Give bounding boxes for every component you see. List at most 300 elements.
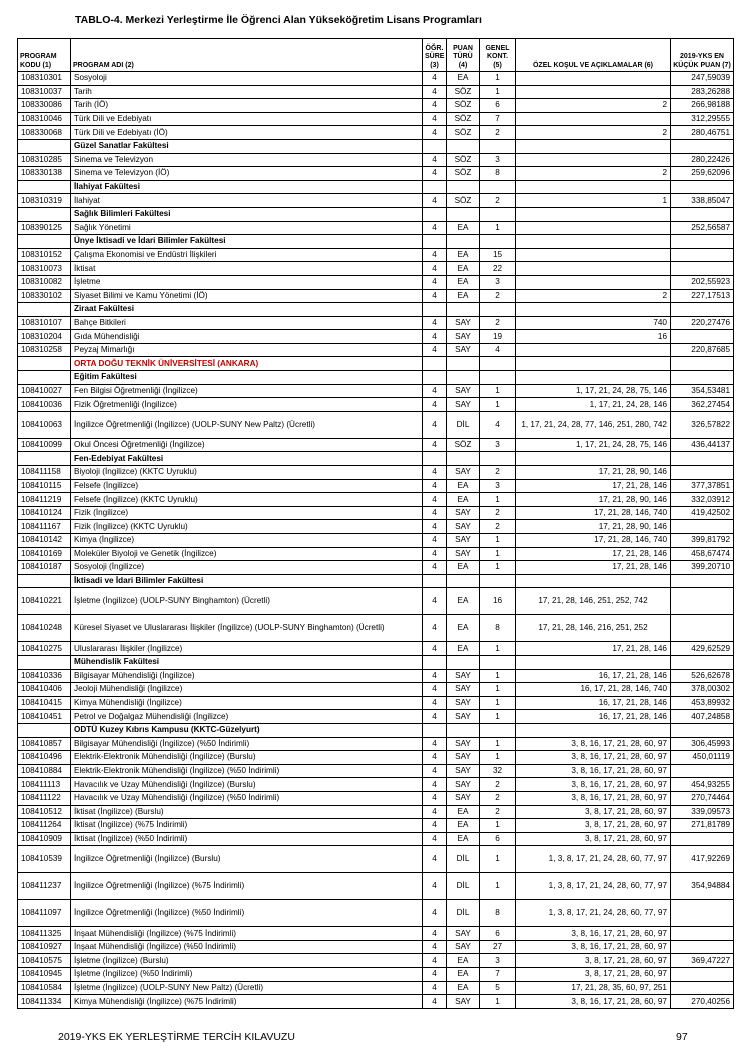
quota-cell: 1	[480, 751, 516, 765]
duration-cell: 4	[423, 832, 447, 846]
empty-cell	[447, 452, 480, 466]
table-row	[18, 669, 734, 683]
score-type-cell: EA	[447, 954, 480, 968]
table-row	[18, 275, 734, 289]
faculty-row	[18, 235, 734, 249]
faculty-name-cell: Güzel Sanatlar Fakültesi	[71, 139, 423, 153]
empty-cell	[671, 139, 734, 153]
program-code-cell: 108410415	[18, 696, 71, 710]
score-type-cell: EA	[447, 262, 480, 276]
program-code-cell: 108310073	[18, 262, 71, 276]
duration-cell: 4	[423, 466, 447, 480]
empty-cell	[671, 357, 734, 371]
duration-cell: 4	[423, 343, 447, 357]
program-name-cell: İngilizce Öğretmenliği (İngilizce) (%75 İndirimli)	[71, 873, 423, 900]
program-code-cell: 108410927	[18, 940, 71, 954]
empty-cell	[447, 235, 480, 249]
quota-cell: 1	[480, 221, 516, 235]
min-score-cell	[671, 466, 734, 480]
faculty-row	[18, 574, 734, 588]
faculty-name-cell: Mühendislik Fakültesi	[71, 655, 423, 669]
program-code-cell	[18, 207, 71, 221]
min-score-cell: 247,59039	[671, 72, 734, 86]
score-type-cell: EA	[447, 968, 480, 982]
program-code-cell: 108411237	[18, 873, 71, 900]
faculty-name-cell: Ziraat Fakültesi	[71, 303, 423, 317]
program-code-cell: 108410142	[18, 534, 71, 548]
conditions-cell: 17, 21, 28, 90, 146	[516, 520, 671, 534]
conditions-cell: 1, 3, 8, 17, 21, 24, 28, 60, 77, 97	[516, 900, 671, 927]
conditions-cell: 1, 17, 21, 24, 28, 77, 146, 251, 280, 742	[516, 411, 671, 438]
program-name-cell: İşletme	[71, 275, 423, 289]
empty-cell	[671, 371, 734, 385]
min-score-cell: 252,56587	[671, 221, 734, 235]
score-type-cell: SÖZ	[447, 167, 480, 181]
program-code-cell: 108330086	[18, 99, 71, 113]
quota-cell: 3	[480, 954, 516, 968]
score-type-cell: SAY	[447, 669, 480, 683]
min-score-cell: 429,62529	[671, 642, 734, 656]
score-type-cell: DİL	[447, 873, 480, 900]
program-name-cell: Kimya (İngilizce)	[71, 534, 423, 548]
header-quota: GENEL KONT. (5)	[480, 39, 516, 72]
conditions-cell: 3, 8, 17, 21, 28, 60, 97	[516, 832, 671, 846]
empty-cell	[480, 723, 516, 737]
table-row	[18, 85, 734, 99]
header-duration: ÖĞR. SÜRE (3)	[423, 39, 447, 72]
score-type-cell: EA	[447, 479, 480, 493]
quota-cell: 1	[480, 642, 516, 656]
table-row	[18, 493, 734, 507]
program-code-cell: 108310285	[18, 153, 71, 167]
program-code-cell: 108411167	[18, 520, 71, 534]
quota-cell: 3	[480, 275, 516, 289]
table-row	[18, 153, 734, 167]
conditions-cell	[516, 343, 671, 357]
score-type-cell: SÖZ	[447, 99, 480, 113]
duration-cell: 4	[423, 819, 447, 833]
program-name-cell: Gıda Mühendisliği	[71, 330, 423, 344]
program-code-cell	[18, 655, 71, 669]
program-name-cell: Sosyoloji	[71, 72, 423, 86]
quota-cell: 32	[480, 764, 516, 778]
score-type-cell: SAY	[447, 384, 480, 398]
min-score-cell: 283,26288	[671, 85, 734, 99]
conditions-cell: 17, 21, 28, 146	[516, 479, 671, 493]
faculty-row	[18, 655, 734, 669]
conditions-cell: 17, 21, 28, 146	[516, 547, 671, 561]
program-code-cell: 108410063	[18, 411, 71, 438]
score-type-cell: SAY	[447, 791, 480, 805]
empty-cell	[480, 452, 516, 466]
conditions-cell	[516, 85, 671, 99]
table-row	[18, 534, 734, 548]
min-score-cell	[671, 615, 734, 642]
conditions-cell: 17, 21, 28, 146	[516, 561, 671, 575]
program-name-cell: Türk Dili ve Edebiyatı	[71, 112, 423, 126]
quota-cell: 1	[480, 696, 516, 710]
faculty-name-cell: Eğitim Fakültesi	[71, 371, 423, 385]
empty-cell	[447, 574, 480, 588]
quota-cell: 8	[480, 167, 516, 181]
min-score-cell	[671, 330, 734, 344]
program-code-cell: 108410512	[18, 805, 71, 819]
table-row	[18, 112, 734, 126]
quota-cell: 1	[480, 873, 516, 900]
quota-cell: 6	[480, 832, 516, 846]
empty-cell	[447, 139, 480, 153]
quota-cell: 1	[480, 669, 516, 683]
table-row	[18, 126, 734, 140]
faculty-name-cell: İktisadi ve İdari Bilimler Fakültesi	[71, 574, 423, 588]
score-type-cell: SÖZ	[447, 194, 480, 208]
quota-cell: 2	[480, 316, 516, 330]
empty-cell	[516, 207, 671, 221]
faculty-name-cell: ODTÜ Kuzey Kıbrıs Kampusu (KKTC-Güzelyurt)	[71, 723, 423, 737]
score-type-cell: DİL	[447, 411, 480, 438]
score-type-cell: SAY	[447, 547, 480, 561]
empty-cell	[516, 180, 671, 194]
conditions-cell: 17, 21, 28, 146, 740	[516, 534, 671, 548]
program-name-cell: Fizik Öğretmenliği (İngilizce)	[71, 398, 423, 412]
min-score-cell: 266,98188	[671, 99, 734, 113]
min-score-cell: 339,09573	[671, 805, 734, 819]
program-code-cell: 108411097	[18, 900, 71, 927]
program-code-cell: 108310046	[18, 112, 71, 126]
table-body	[18, 72, 734, 1009]
score-type-cell: EA	[447, 615, 480, 642]
program-code-cell: 108410115	[18, 479, 71, 493]
conditions-cell: 3, 8, 16, 17, 21, 28, 60, 97	[516, 778, 671, 792]
table-row	[18, 805, 734, 819]
score-type-cell: SÖZ	[447, 112, 480, 126]
score-type-cell: SAY	[447, 520, 480, 534]
program-code-cell: 108310082	[18, 275, 71, 289]
table-row	[18, 289, 734, 303]
score-type-cell: SAY	[447, 316, 480, 330]
empty-cell	[516, 303, 671, 317]
quota-cell: 3	[480, 153, 516, 167]
conditions-cell: 1, 17, 21, 24, 28, 146	[516, 398, 671, 412]
header-min-score: 2019-YKS EN KÜÇÜK PUAN (7)	[671, 39, 734, 72]
program-name-cell: İlahiyat	[71, 194, 423, 208]
program-name-cell: Tarih (İÖ)	[71, 99, 423, 113]
score-type-cell: SÖZ	[447, 438, 480, 452]
conditions-cell: 1, 17, 21, 24, 28, 75, 146	[516, 438, 671, 452]
empty-cell	[480, 207, 516, 221]
program-code-cell: 108410584	[18, 981, 71, 995]
program-code-cell: 108410169	[18, 547, 71, 561]
table-row	[18, 248, 734, 262]
table-row	[18, 343, 734, 357]
duration-cell: 4	[423, 710, 447, 724]
quota-cell: 1	[480, 384, 516, 398]
program-name-cell: Felsefe (İngilizce)	[71, 479, 423, 493]
duration-cell: 4	[423, 805, 447, 819]
quota-cell: 1	[480, 683, 516, 697]
table-row	[18, 927, 734, 941]
table-row	[18, 683, 734, 697]
program-name-cell: İşletme (İngilizce) (UOLP-SUNY New Paltz) (Ücretli)	[71, 981, 423, 995]
empty-cell	[447, 655, 480, 669]
conditions-cell: 16, 17, 21, 28, 146, 740	[516, 683, 671, 697]
min-score-cell: 354,53481	[671, 384, 734, 398]
program-code-cell: 108410857	[18, 737, 71, 751]
quota-cell: 1	[480, 737, 516, 751]
duration-cell: 4	[423, 520, 447, 534]
conditions-cell	[516, 221, 671, 235]
university-name-cell: ORTA DOĞU TEKNİK ÜNİVERSİTESİ (ANKARA)	[71, 357, 423, 371]
program-name-cell: Havacılık ve Uzay Mühendisliği (İngilizce) (%50 İndirimli)	[71, 791, 423, 805]
quota-cell: 4	[480, 343, 516, 357]
program-code-cell: 108310037	[18, 85, 71, 99]
program-code-cell: 108410406	[18, 683, 71, 697]
score-type-cell: EA	[447, 72, 480, 86]
program-code-cell: 108410539	[18, 846, 71, 873]
program-code-cell: 108411325	[18, 927, 71, 941]
program-name-cell: Sağlık Yönetimi	[71, 221, 423, 235]
score-type-cell: SAY	[447, 466, 480, 480]
quota-cell: 2	[480, 778, 516, 792]
min-score-cell: 280,46751	[671, 126, 734, 140]
min-score-cell: 259,62096	[671, 167, 734, 181]
program-name-cell: Türk Dili ve Edebiyatı (İÖ)	[71, 126, 423, 140]
quota-cell: 2	[480, 805, 516, 819]
duration-cell: 4	[423, 791, 447, 805]
faculty-name-cell: Fen-Edebiyat Fakültesi	[71, 452, 423, 466]
duration-cell: 4	[423, 506, 447, 520]
empty-cell	[423, 303, 447, 317]
table-row	[18, 561, 734, 575]
table-row	[18, 710, 734, 724]
quota-cell: 4	[480, 411, 516, 438]
min-score-cell: 450,01119	[671, 751, 734, 765]
quota-cell: 1	[480, 561, 516, 575]
empty-cell	[480, 139, 516, 153]
min-score-cell: 306,45993	[671, 737, 734, 751]
min-score-cell	[671, 248, 734, 262]
conditions-cell: 16, 17, 21, 28, 146	[516, 710, 671, 724]
empty-cell	[423, 655, 447, 669]
program-name-cell: İnşaat Mühendisliği (İngilizce) (%50 İndirimli)	[71, 940, 423, 954]
conditions-cell: 3, 8, 16, 17, 21, 28, 60, 97	[516, 737, 671, 751]
duration-cell: 4	[423, 696, 447, 710]
score-type-cell: EA	[447, 819, 480, 833]
header-program-code: PROGRAM KODU (1)	[18, 39, 71, 72]
program-code-cell	[18, 303, 71, 317]
conditions-cell: 17, 21, 28, 35, 60, 97, 251	[516, 981, 671, 995]
program-code-cell: 108410275	[18, 642, 71, 656]
table-row	[18, 696, 734, 710]
table-row	[18, 954, 734, 968]
quota-cell: 1	[480, 547, 516, 561]
program-code-cell: 108411113	[18, 778, 71, 792]
quota-cell: 3	[480, 438, 516, 452]
table-row	[18, 873, 734, 900]
quota-cell: 15	[480, 248, 516, 262]
header-score-type: PUAN TÜRÜ (4)	[447, 39, 480, 72]
conditions-cell	[516, 112, 671, 126]
page-title: TABLO-4. Merkezi Yerleştirme İle Öğrenci Alan Yükseköğretim Lisans Programları	[75, 14, 482, 26]
score-type-cell: SAY	[447, 995, 480, 1009]
program-code-cell: 108410884	[18, 764, 71, 778]
program-code-cell: 108410099	[18, 438, 71, 452]
program-name-cell: Küresel Siyaset ve Uluslararası İlişkiler (İngilizce) (UOLP-SUNY Binghamton) (Ücretli)	[71, 615, 423, 642]
empty-cell	[480, 574, 516, 588]
duration-cell: 4	[423, 547, 447, 561]
program-code-cell: 108310301	[18, 72, 71, 86]
score-type-cell: SAY	[447, 764, 480, 778]
score-type-cell: EA	[447, 289, 480, 303]
min-score-cell: 362,27454	[671, 398, 734, 412]
conditions-cell: 16, 17, 21, 28, 146	[516, 696, 671, 710]
min-score-cell: 270,74464	[671, 791, 734, 805]
table-row	[18, 316, 734, 330]
program-name-cell: Bilgisayar Mühendisliği (İngilizce) (%50 İndirimli)	[71, 737, 423, 751]
table-header-row	[18, 39, 734, 72]
score-type-cell: SAY	[447, 343, 480, 357]
empty-cell	[423, 180, 447, 194]
min-score-cell	[671, 900, 734, 927]
duration-cell: 4	[423, 669, 447, 683]
conditions-cell: 3, 8, 16, 17, 21, 28, 60, 97	[516, 940, 671, 954]
program-name-cell: Moleküler Biyoloji ve Genetik (İngilizce)	[71, 547, 423, 561]
min-score-cell	[671, 764, 734, 778]
faculty-row	[18, 207, 734, 221]
duration-cell: 4	[423, 194, 447, 208]
empty-cell	[480, 303, 516, 317]
quota-cell: 1	[480, 846, 516, 873]
program-code-cell: 108411264	[18, 819, 71, 833]
empty-cell	[516, 723, 671, 737]
conditions-cell: 16, 17, 21, 28, 146	[516, 669, 671, 683]
conditions-cell: 3, 8, 17, 21, 28, 60, 97	[516, 968, 671, 982]
duration-cell: 4	[423, 737, 447, 751]
program-name-cell: Siyaset Bilimi ve Kamu Yönetimi (İÖ)	[71, 289, 423, 303]
footer-guide-title: 2019-YKS EK YERLEŞTİRME TERCİH KILAVUZU	[58, 1031, 295, 1043]
min-score-cell: 526,62678	[671, 669, 734, 683]
footer-page-number: 97	[676, 1031, 688, 1043]
program-code-cell: 108410124	[18, 506, 71, 520]
score-type-cell: SAY	[447, 940, 480, 954]
min-score-cell: 326,57822	[671, 411, 734, 438]
table-row	[18, 995, 734, 1009]
table-row	[18, 194, 734, 208]
duration-cell: 4	[423, 954, 447, 968]
empty-cell	[671, 180, 734, 194]
program-code-cell: 108310319	[18, 194, 71, 208]
min-score-cell: 354,94884	[671, 873, 734, 900]
duration-cell: 4	[423, 534, 447, 548]
program-code-cell: 108310204	[18, 330, 71, 344]
empty-cell	[423, 207, 447, 221]
quota-cell: 2	[480, 791, 516, 805]
min-score-cell: 220,87685	[671, 343, 734, 357]
conditions-cell: 3, 8, 17, 21, 28, 60, 97	[516, 954, 671, 968]
program-name-cell: İktisat (İngilizce) (Burslu)	[71, 805, 423, 819]
conditions-cell: 16	[516, 330, 671, 344]
min-score-cell: 436,44137	[671, 438, 734, 452]
duration-cell: 4	[423, 981, 447, 995]
empty-cell	[671, 235, 734, 249]
score-type-cell: EA	[447, 832, 480, 846]
duration-cell: 4	[423, 927, 447, 941]
min-score-cell: 202,55923	[671, 275, 734, 289]
min-score-cell	[671, 262, 734, 276]
empty-cell	[480, 235, 516, 249]
table-row	[18, 968, 734, 982]
quota-cell: 8	[480, 900, 516, 927]
duration-cell: 4	[423, 248, 447, 262]
header-conditions: ÖZEL KOŞUL VE AÇIKLAMALAR (6)	[516, 39, 671, 72]
duration-cell: 4	[423, 72, 447, 86]
min-score-cell: 417,92269	[671, 846, 734, 873]
program-code-cell: 108310258	[18, 343, 71, 357]
table-row	[18, 520, 734, 534]
program-code-cell	[18, 180, 71, 194]
score-type-cell: SAY	[447, 778, 480, 792]
table-row	[18, 900, 734, 927]
quota-cell: 5	[480, 981, 516, 995]
quota-cell: 3	[480, 479, 516, 493]
conditions-cell: 3, 8, 16, 17, 21, 28, 60, 97	[516, 791, 671, 805]
duration-cell: 4	[423, 262, 447, 276]
conditions-cell: 2	[516, 167, 671, 181]
program-code-cell	[18, 371, 71, 385]
score-type-cell: EA	[447, 275, 480, 289]
duration-cell: 4	[423, 99, 447, 113]
program-code-cell: 108411219	[18, 493, 71, 507]
duration-cell: 4	[423, 561, 447, 575]
conditions-cell: 17, 21, 28, 90, 146	[516, 466, 671, 480]
faculty-name-cell: Ünye İktisadi ve İdari Bilimler Fakültesi	[71, 235, 423, 249]
program-code-cell: 108410187	[18, 561, 71, 575]
program-code-cell: 108410027	[18, 384, 71, 398]
empty-cell	[423, 574, 447, 588]
score-type-cell: EA	[447, 248, 480, 262]
duration-cell: 4	[423, 751, 447, 765]
conditions-cell: 740	[516, 316, 671, 330]
min-score-cell: 458,67474	[671, 547, 734, 561]
program-name-cell: Fizik (İngilizce)	[71, 506, 423, 520]
min-score-cell: 271,81789	[671, 819, 734, 833]
program-code-cell: 108410945	[18, 968, 71, 982]
table-row	[18, 167, 734, 181]
min-score-cell: 270,40256	[671, 995, 734, 1009]
program-code-cell: 108410036	[18, 398, 71, 412]
program-code-cell: 108330138	[18, 167, 71, 181]
conditions-cell: 1, 17, 21, 24, 28, 75, 146	[516, 384, 671, 398]
table-row	[18, 981, 734, 995]
program-code-cell	[18, 139, 71, 153]
min-score-cell: 369,47227	[671, 954, 734, 968]
table-row	[18, 438, 734, 452]
conditions-cell: 17, 21, 28, 146, 216, 251, 252	[516, 615, 671, 642]
quota-cell: 8	[480, 615, 516, 642]
table-row	[18, 221, 734, 235]
program-code-cell: 108411158	[18, 466, 71, 480]
program-name-cell: Felsefe (İngilizce) (KKTC Uyruklu)	[71, 493, 423, 507]
table-row	[18, 751, 734, 765]
program-code-cell: 108330068	[18, 126, 71, 140]
conditions-cell: 3, 8, 16, 17, 21, 28, 60, 97	[516, 751, 671, 765]
duration-cell: 4	[423, 330, 447, 344]
conditions-cell: 3, 8, 17, 21, 28, 60, 97	[516, 805, 671, 819]
empty-cell	[671, 452, 734, 466]
min-score-cell	[671, 981, 734, 995]
score-type-cell: SAY	[447, 398, 480, 412]
table-row	[18, 384, 734, 398]
